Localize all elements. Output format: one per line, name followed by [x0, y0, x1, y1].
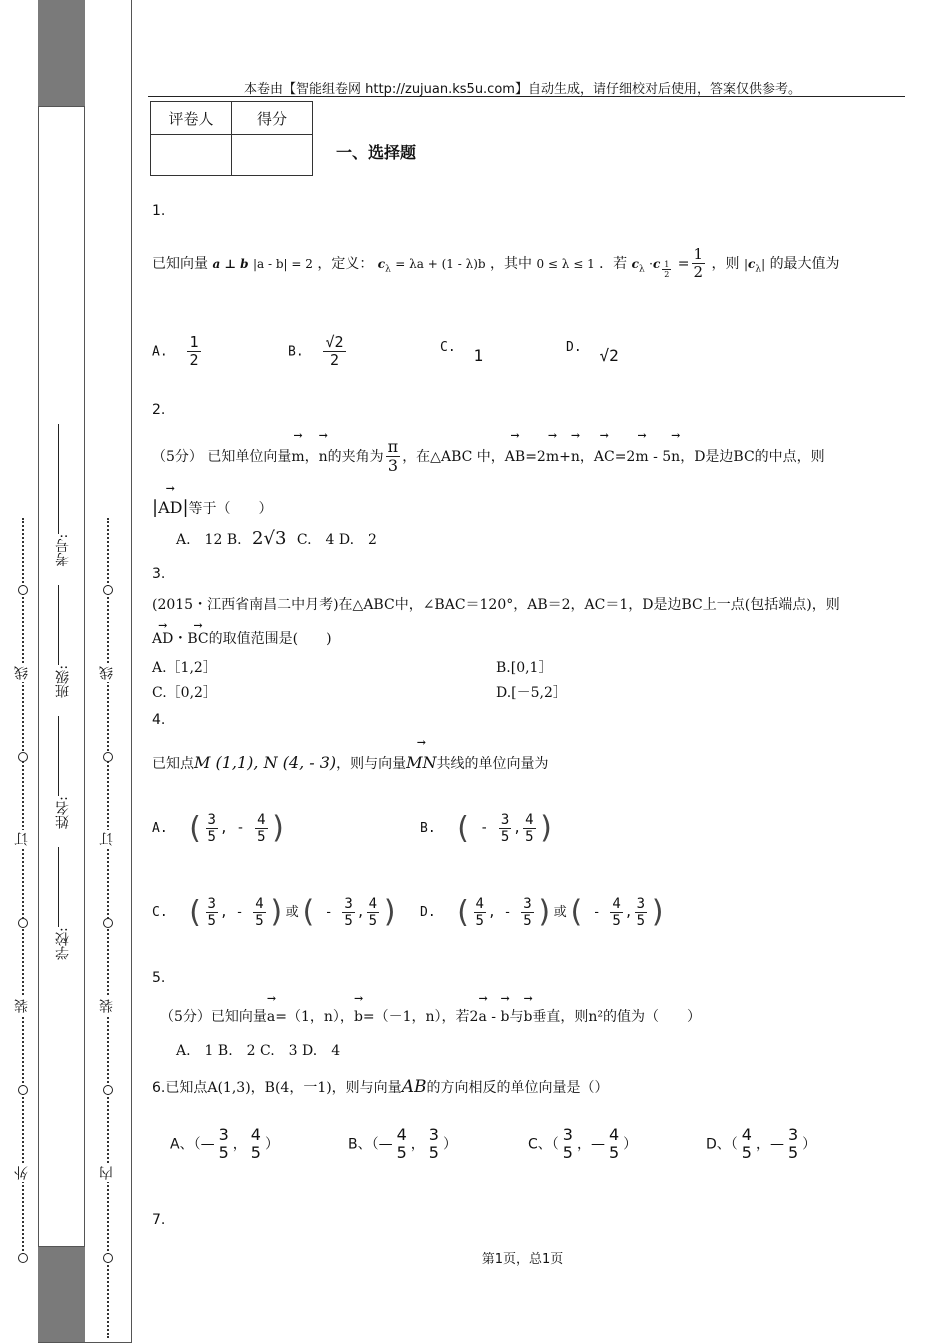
q6-number: 6. — [152, 1080, 166, 1096]
binding-hole — [18, 918, 28, 928]
q2-options[interactable]: A. 12 B. 2√3 C. 4 D. 2 — [176, 528, 377, 549]
binding-hole — [18, 752, 28, 762]
q1-option-a[interactable]: A. $\frac{1}{2}$ — [152, 333, 199, 370]
binding-hole — [103, 585, 113, 595]
school-field[interactable] — [59, 847, 60, 927]
binding-hole — [18, 585, 28, 595]
q2-vec-n: → n — [319, 441, 328, 473]
q1-option-c[interactable]: C. 1 — [440, 340, 484, 365]
binding-gray-bottom — [38, 1247, 85, 1342]
section-title: 一、选择题 — [336, 143, 417, 162]
binding-hole — [103, 752, 113, 762]
page-footer: 第1页，总1页 — [481, 1252, 564, 1267]
outer-label-ding: 订 — [14, 832, 30, 846]
score-table — [150, 101, 313, 176]
q2-stem-line2: |→ AD|等于（ ） — [152, 494, 273, 523]
q6-vec-ab: AB — [401, 1077, 427, 1097]
q1-cond-norm: |a - b| = 2 — [252, 256, 313, 271]
q1-option-b[interactable]: B. $\frac{√2}{2}$ — [288, 333, 344, 370]
binding-hole — [103, 1085, 113, 1095]
grader-header: 评卷人 — [151, 102, 232, 135]
q3-option-a[interactable]: A.［1,2］ — [152, 660, 217, 676]
q6-option-a[interactable]: A、（— 3 5 ， 4 5 ） — [170, 1125, 279, 1163]
outer-cut-line — [22, 518, 24, 1258]
inner-label-zhuang: 装 — [99, 999, 115, 1013]
inner-label-ding: 订 — [99, 832, 115, 846]
header-note: 本卷由【智能组卷网 http://zujuan.ks5u.com】自动生成，请仔细校对后使用，答案仅供参考。 — [244, 82, 801, 97]
q5-stem: （5分）已知向量→ a=（1，n），→ b=（－1，n），若2→ a - → b与→ b垂直，则n²的值为（ ） — [160, 1004, 701, 1030]
q1-stem: 已知向量 a ⊥ b |a - b| = 2 ，定义： $c_\lambda = \lambda a + (1 - \lambda)b$ ，其中 0 ≤ λ ≤ 1 ．若 $c_\lambda \cdot c$ $_{\frac{1}{2}}$ = $\frac{1}{2}$ ，则 $|c_\lambda|$ 的最大值为 — [152, 245, 840, 282]
binding-hole — [103, 1253, 113, 1263]
grader-cell[interactable] — [151, 135, 232, 176]
inner-label-xian: 线 — [99, 666, 115, 680]
binding-hole — [103, 918, 113, 928]
q5-options[interactable]: A. 1 B. 2 C. 3 D. 4 — [176, 1043, 341, 1059]
q4-stem: 已知点M (1,1), N (4, - 3)，则与向量→ MN共线的单位向量为 — [152, 748, 549, 779]
q1-option-d[interactable]: D. √2 — [566, 340, 619, 365]
q1-range: 0 ≤ λ ≤ 1 — [536, 256, 595, 271]
binding-hole — [18, 1253, 28, 1263]
exam-no-field[interactable] — [59, 424, 60, 534]
q1-half-fraction: $\frac{1}{2}$ — [693, 245, 704, 282]
class-label: 班级: — [55, 664, 71, 698]
q3-option-c[interactable]: C.［0,2］ — [152, 685, 217, 701]
q2-vec-ad: → AD — [158, 494, 182, 522]
exam-no-label: 考号: — [55, 533, 71, 567]
q5-number: 5. — [152, 970, 166, 986]
q4-option-c[interactable]: C. ( $\frac{3}{5}$ , - $\frac{4}{5}$ )或( - $\frac{3}{5}$ , $\frac{4}{5}$ ) — [152, 894, 400, 930]
binding-gray-top — [38, 0, 85, 106]
q3-option-b[interactable]: B.[0,1］ — [496, 660, 553, 676]
q1-def-c: c — [377, 256, 386, 271]
outer-label-zhuang: 装 — [14, 999, 30, 1013]
q6-stem: 6.已知点A(1,3)，B(4，一1)，则与向量AB的方向相反的单位向量是（） — [152, 1077, 609, 1097]
q5-vec-a: → a — [267, 1004, 275, 1030]
q4-points: M (1,1), N (4, - 3) — [194, 753, 337, 772]
q2-angle: $\frac{\pi}{3}$ — [387, 437, 399, 476]
outer-label-wai: 外 — [14, 1166, 30, 1180]
q5-vec-b: → b — [354, 1004, 363, 1030]
class-field[interactable] — [59, 585, 60, 665]
inner-cut-line — [107, 518, 109, 1338]
q6-option-b[interactable]: B、（— 4 5 ， 3 5 ） — [348, 1125, 457, 1163]
q2-vec-m: → m — [291, 441, 304, 473]
q6-option-c[interactable]: C、（ 3 5 ，— 4 5 ） — [528, 1125, 638, 1163]
q4-number: 4. — [152, 712, 166, 728]
name-label: 姓名: — [55, 796, 71, 829]
q2-number: 2. — [152, 402, 166, 418]
q4-vec-mn: → MN — [406, 748, 436, 778]
binding-hole — [18, 1085, 28, 1095]
score-cell[interactable] — [232, 135, 313, 176]
q3-option-d[interactable]: D.[－5,2］ — [496, 685, 567, 701]
q3-stem: (2015・江西省南昌二中月考)在△ABC中，∠BAC＝120°，AB＝2，AC＝1，D是边BC上一点(包括端点)，则 — [152, 597, 840, 613]
q3-stem-line2: → AD・→ BC的取值范围是( ) — [152, 628, 332, 648]
q2-stem: （5分） 已知单位向量→ m，→ n的夹角为 $\frac{\pi}{3}$ ，在△ABC 中，→ AB=2→ m+→ n，→ AC=2→ m - 5→ n，D是边BC的中点，则 — [152, 438, 825, 476]
q6-option-d[interactable]: D、（ 4 5 ，— 3 5 ） — [706, 1125, 817, 1163]
q4-option-b[interactable]: B. ( - $\frac{3}{5}$ , $\frac{4}{5}$ ) — [420, 810, 556, 846]
q3-number: 3. — [152, 566, 166, 582]
q1-def-rhs: = λa + (1 - λ)b — [395, 256, 486, 271]
q1-number: 1. — [152, 203, 166, 219]
score-header: 得分 — [232, 102, 313, 135]
q1-cond-perp: a ⊥ b — [212, 256, 249, 271]
header-rule — [148, 96, 905, 97]
name-field[interactable] — [59, 716, 60, 796]
inner-label-nei: 内 — [99, 1166, 115, 1180]
outer-label-xian: 线 — [14, 666, 30, 680]
school-label: 学校: — [55, 927, 71, 960]
q4-option-a[interactable]: A. ( $\frac{3}{5}$ , - $\frac{4}{5}$ ) — [152, 810, 288, 846]
q4-option-d[interactable]: D. ( $\frac{4}{5}$ , - $\frac{3}{5}$ )或( - $\frac{4}{5}$ , $\frac{3}{5}$ ) — [420, 894, 668, 930]
q7-number: 7. — [152, 1212, 166, 1228]
student-info-fields — [52, 380, 74, 960]
